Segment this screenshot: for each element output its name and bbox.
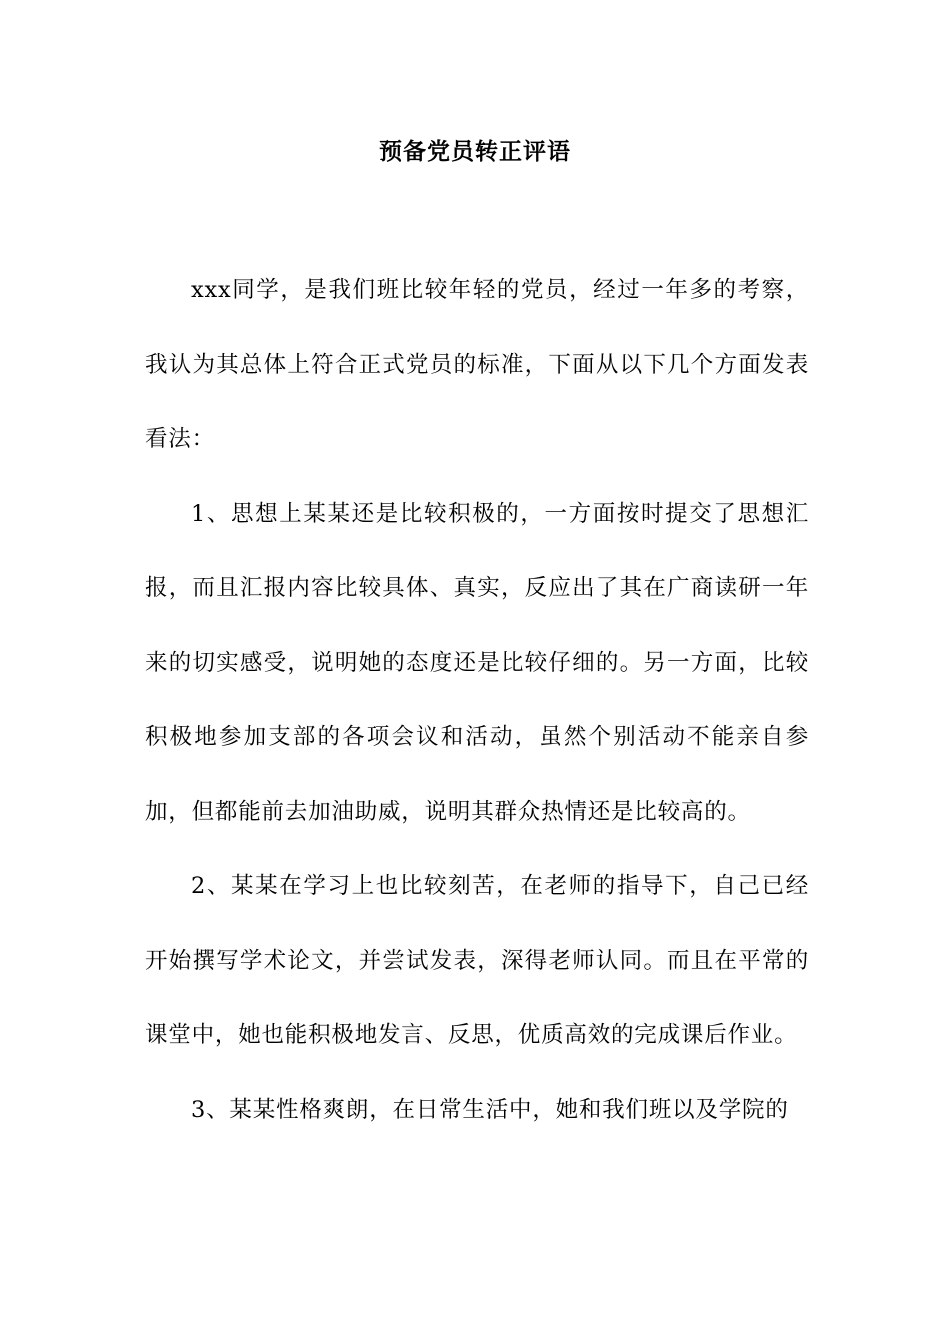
paragraph-life: 3、某某性格爽朗，在日常生活中，她和我们班以及学院的	[191, 1096, 789, 1123]
document-body	[145, 253, 809, 1147]
document-title: 预备党员转正评语	[379, 138, 571, 165]
paragraph-thought: 1、思想上某某还是比较积极的，一方面按时提交了思想汇报，而且汇报内容比较具体、真实，反应出了其在广商读研一年来的切实感受，说明她的态度还是比较仔细的。另一方面，比较积极地参加支部的各项会议和活动，虽然个别活动不能亲自参加，但都能前去加油助威，说明其群众热情还是比较高的。	[145, 500, 809, 825]
paragraph-study: 2、某某在学习上也比较刻苦，在老师的指导下，自己已经开始撰写学术论文，并尝试发表，深得老师认同。而且在平常的课堂中，她也能积极地发言、反思，优质高效的完成课后作业。	[145, 873, 809, 1048]
paragraph-intro: xxx同学，是我们班比较年轻的党员，经过一年多的考察，我认为其总体上符合正式党员的标准，下面从以下几个方面发表看法：	[145, 277, 809, 452]
